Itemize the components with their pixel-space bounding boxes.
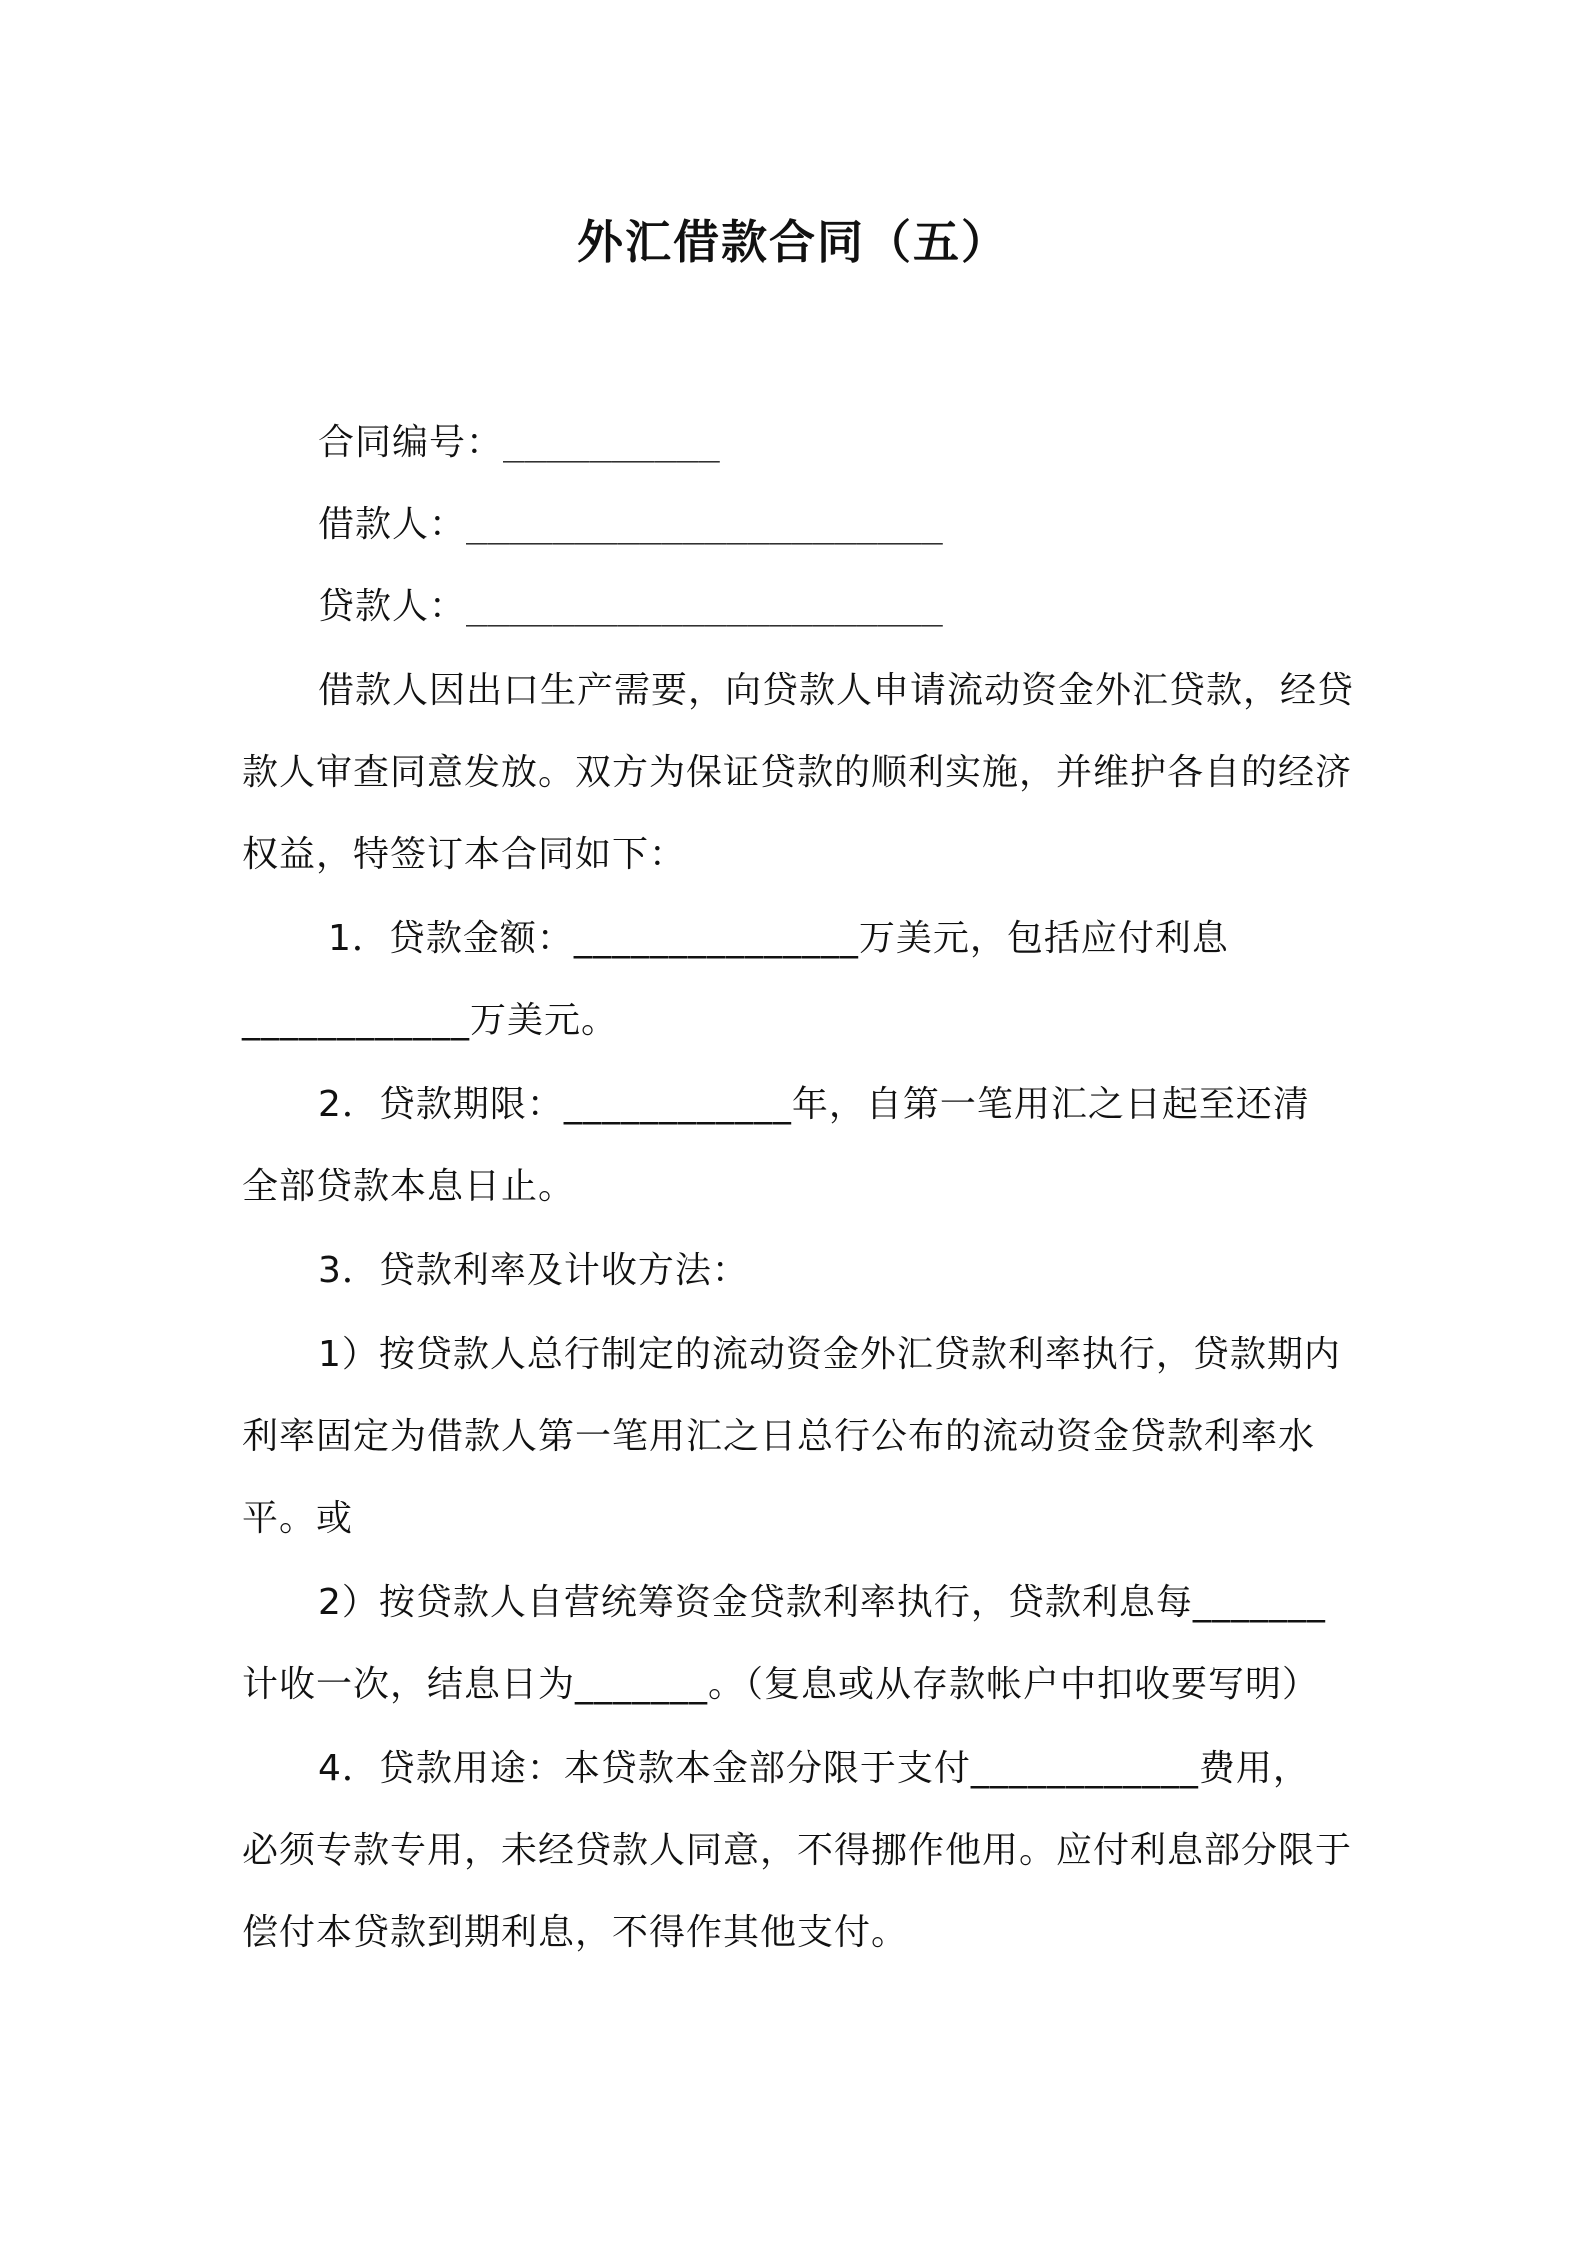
clause-4-line: 偿付本贷款到期利息，不得作其他支付。 <box>242 1912 909 1953</box>
clause-1-line: 1．贷款金额：_______________万美元，包括应付利息 <box>328 918 1229 959</box>
lender-label: 贷款人： <box>318 586 467 627</box>
clause-3-item-1-line: 平。或 <box>242 1498 354 1539</box>
lender-field <box>242 566 943 648</box>
clause-3-item-2-line: 计收一次，结息日为_______。（复息或从存款帐户中扣收要写明） <box>242 1664 1320 1705</box>
borrower-label: 借款人： <box>318 504 467 545</box>
clause-4-line: 必须专款专用，未经贷款人同意，不得挪作他用。应付利息部分限于 <box>242 1830 1353 1871</box>
preamble-line: 款人审查同意发放。双方为保证贷款的顺利实施，并维护各自的经济 <box>242 752 1353 793</box>
borrower-blank: ______________________ <box>466 504 943 545</box>
clause-3-heading: 3．贷款利率及计收方法： <box>318 1250 749 1291</box>
contract-number-blank: __________ <box>503 422 720 463</box>
contract-number-field <box>242 402 720 484</box>
clause-3-item-1-line: 1）按贷款人总行制定的流动资金外汇贷款利率执行，贷款期内 <box>318 1334 1341 1375</box>
borrower-field <box>242 484 943 566</box>
clause-3-item-2-line: 2）按贷款人自营统筹资金贷款利率执行，贷款利息每_______ <box>318 1582 1326 1623</box>
clause-2-line: 全部贷款本息日止。 <box>242 1166 576 1207</box>
clause-1-line: ____________万美元。 <box>242 1000 619 1041</box>
document-title: 外汇借款合同（五） <box>577 215 1009 269</box>
clause-4-line: 4．贷款用途：本贷款本金部分限于支付____________费用， <box>318 1748 1310 1789</box>
contract-number-label: 合同编号： <box>318 422 504 463</box>
lender-blank: ______________________ <box>466 586 943 627</box>
preamble-line: 权益，特签订本合同如下： <box>242 834 687 875</box>
clause-2-line: 2．贷款期限：____________年，自第一笔用汇之日起至还清 <box>318 1084 1310 1125</box>
clause-3-item-1-line: 利率固定为借款人第一笔用汇之日总行公布的流动资金贷款利率水 <box>242 1416 1316 1457</box>
preamble-line: 借款人因出口生产需要，向贷款人申请流动资金外汇贷款，经贷 <box>318 670 1355 711</box>
